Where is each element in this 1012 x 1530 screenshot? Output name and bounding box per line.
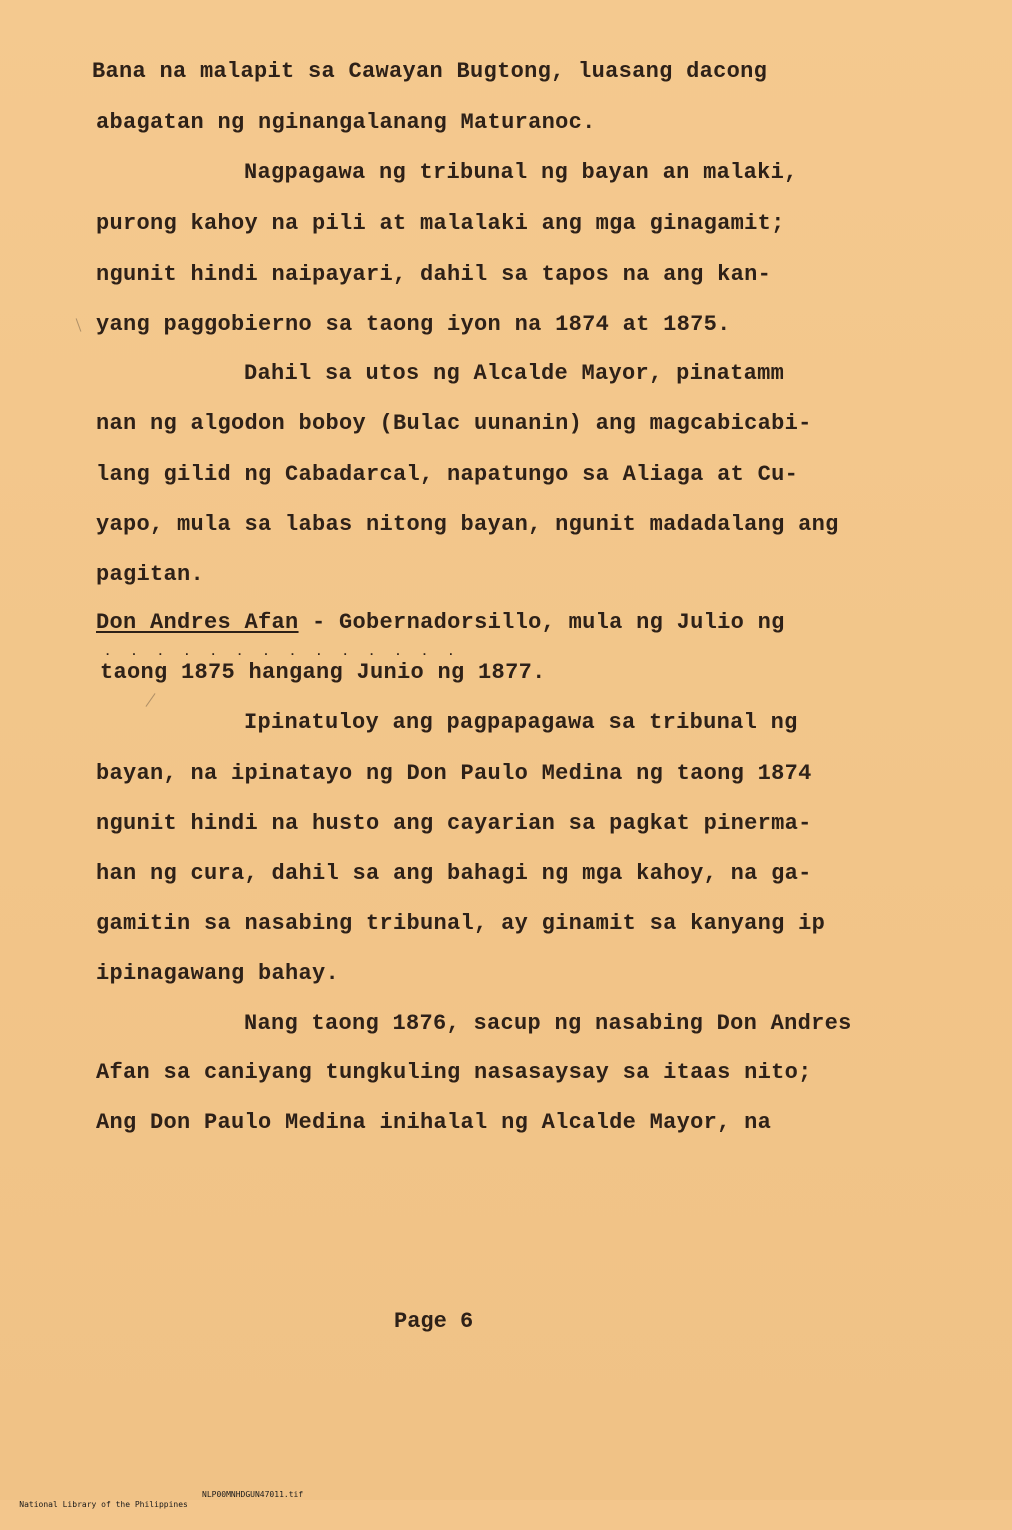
text-line-5: ngunit hindi naipayari, dahil sa tapos na ang kan- [96,262,772,287]
section-heading [96,609,785,637]
page-number: Page 6 [394,1309,474,1334]
text-line-12: taong 1875 hangang Junio ng 1877. [100,660,546,685]
heading-rest: - Gobernadorsillo, mula ng Julio ng [298,610,785,635]
text-line-14: bayan, na ipinatayo ng Don Paulo Medina ng taong 1874 [96,761,812,786]
dotted-underline: . . . . . . . . . . . . . . [104,645,461,659]
footer-library: National Library of the Philippines [19,1500,188,1509]
text-line-3: Nagpagawa ng tribunal ng bayan an malaki, [244,160,798,185]
text-line-4: purong kahoy na pili at malalaki ang mga ginagamit; [96,211,785,236]
scan-footer [0,1490,304,1530]
text-line-10: yapo, mula sa labas nitong bayan, ngunit madadalang ang [96,512,839,537]
text-line-8: nan ng algodon boboy (Bulac uunanin) ang magcabicabi- [96,411,812,436]
text-line-17: gamitin sa nasabing tribunal, ay ginamit sa kanyang ip [96,911,826,936]
text-line-7: Dahil sa utos ng Alcalde Mayor, pinatamm [244,361,785,386]
text-line-2: abagatan ng nginangalanang Maturanoc. [96,110,596,135]
stray-mark [76,318,82,331]
text-line-16: han ng cura, dahil sa ang bahagi ng mga kahoy, na ga- [96,861,812,886]
heading-name: Don Andres Afan [96,610,299,635]
text-line-20: Afan sa caniyang tungkuling nasasaysay sa itaas nito; [96,1060,812,1085]
stray-mark [146,693,156,707]
text-line-11: pagitan. [96,562,205,587]
text-line-21: Ang Don Paulo Medina inihalal ng Alcalde Mayor, na [96,1110,772,1135]
text-line-19: Nang taong 1876, sacup ng nasabing Don Andres [244,1011,852,1036]
text-line-6: yang paggobierno sa taong iyon na 1874 at 1875. [96,312,731,337]
footer-filename: NLP00MNHDGUN47011.tif [202,1490,304,1499]
text-line-1: Bana na malapit sa Cawayan Bugtong, luasang dacong [92,59,768,84]
text-line-13: Ipinatuloy ang pagpapagawa sa tribunal ng [244,710,798,735]
text-line-18: ipinagawang bahay. [96,961,340,986]
text-line-15: ngunit hindi na husto ang cayarian sa pagkat pinerma- [96,811,812,836]
text-line-9: lang gilid ng Cabadarcal, napatungo sa Aliaga at Cu- [96,462,799,487]
